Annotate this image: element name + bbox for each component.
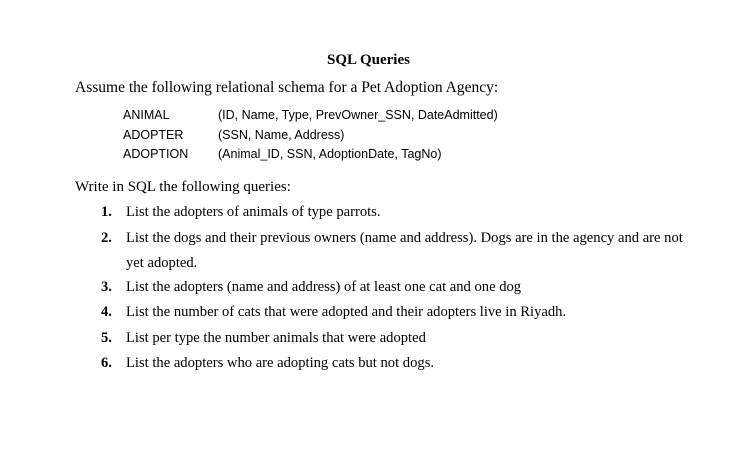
query-number: 3. [101,279,112,295]
schema-relation-name: ADOPTION [123,147,189,161]
page-title: SQL Queries [327,52,410,68]
write-prompt: Write in SQL the following queries: [75,179,291,195]
schema-relation-name: ADOPTER [123,127,184,142]
query-text-continuation: yet adopted. [126,255,198,271]
schema-relation-name: ANIMAL [123,108,170,122]
query-text: List the adopters who are adopting cats but not dogs. [126,355,435,371]
intro-text: Assume the following relational schema for a Pet Adoption Agency: [75,79,499,96]
query-text: List the number of cats that were adopted and their adopters live in Riyadh. [126,304,567,320]
query-text: List per type the number animals that were adopted [126,330,426,346]
query-number: 5. [101,330,112,346]
schema-table [123,106,498,165]
query-number: 4. [101,304,112,320]
query-text: List the dogs and their previous owners (name and address). Dogs are in the agency and are not [126,230,683,246]
schema-row-adopter [123,126,498,146]
query-text: List the adopters (name and address) of at least one cat and one dog [126,279,522,295]
schema-relation-attributes: (Animal_ID, SSN, AdoptionDate, TagNo) [218,147,442,161]
schema-row-animal [123,106,498,126]
schema-relation-attributes: (SSN, Name, Address) [218,127,345,142]
schema-row-adoption [123,145,498,165]
query-number: 1. [101,204,112,220]
query-number: 2. [101,230,112,246]
query-number: 6. [101,355,112,371]
schema-relation-attributes: (ID, Name, Type, PrevOwner_SSN, DateAdmitted) [218,108,498,122]
query-text: List the adopters of animals of type parrots. [126,204,381,220]
